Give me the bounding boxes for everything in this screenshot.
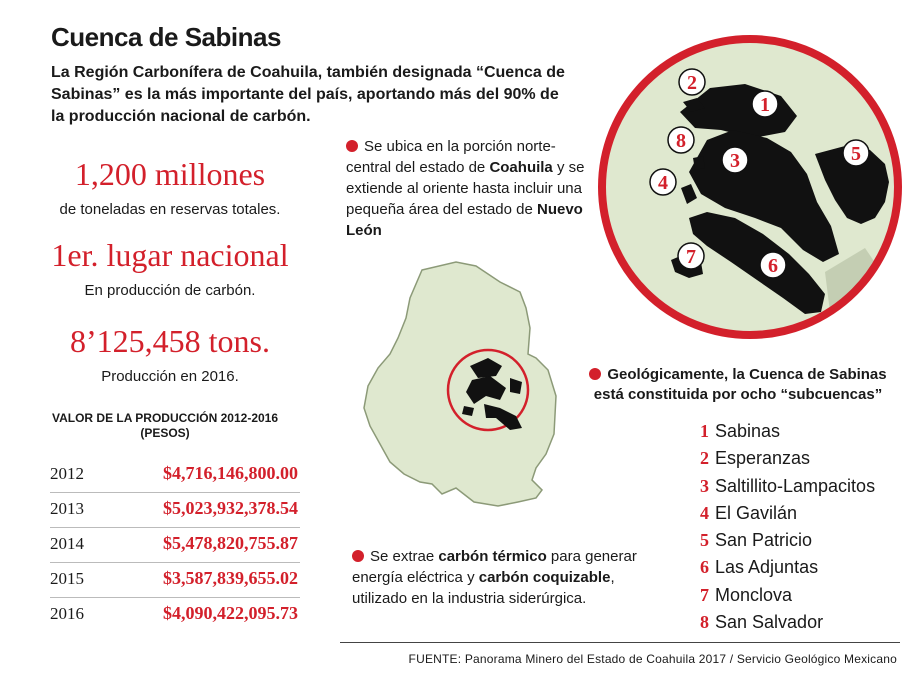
stat-production-value: 8’125,458 tons. <box>70 323 270 359</box>
list-number: 3 <box>700 475 709 496</box>
uses-note-text-1: Se extrae <box>370 548 439 565</box>
list-name: Monclova <box>715 584 793 605</box>
table-amount: $5,023,932,378.54 <box>163 498 298 518</box>
table-year: 2012 <box>50 464 84 483</box>
marker-1 <box>752 91 778 117</box>
marker-4-label: 4 <box>658 172 668 194</box>
coahuila-map <box>360 258 560 518</box>
list-item <box>700 609 875 636</box>
table-year: 2015 <box>50 569 84 588</box>
page-title: Cuenca de Sabinas <box>51 22 281 52</box>
table-row <box>50 563 300 598</box>
marker-6-label: 6 <box>768 255 778 277</box>
location-note-text-2: y se extiende al oriente hasta incluir una pequeña área del estado de <box>346 159 585 218</box>
list-item <box>700 582 875 609</box>
list-name: San Patricio <box>715 530 813 551</box>
list-item <box>700 527 875 554</box>
table-row <box>50 458 300 493</box>
geology-note-text: Geológicamente, la Cuenca de Sabinas está constituida por ocho “subcuencas” <box>593 366 887 403</box>
list-number: 4 <box>700 502 709 523</box>
production-table-title-line1: VALOR DE LA PRODUCCIÓN 2012-2016 <box>51 411 279 425</box>
source-credit: FUENTE: Panorama Minero del Estado de Coahuila 2017 / Servicio Geológico Mexicano <box>408 652 897 666</box>
marker-7-label: 7 <box>686 246 696 268</box>
table-year: 2014 <box>50 534 84 553</box>
marker-5 <box>843 140 869 166</box>
marker-8 <box>668 127 694 153</box>
marker-3-label: 3 <box>730 150 740 172</box>
marker-2-label: 2 <box>687 72 697 94</box>
production-table-title <box>50 411 280 441</box>
list-number: 5 <box>700 530 709 551</box>
uses-note-coking-coal: carbón coquizable <box>478 569 611 586</box>
list-name: Las Adjuntas <box>715 557 819 578</box>
uses-note-text-3: , utilizado en la industria siderúrgica. <box>352 569 615 607</box>
marker-4 <box>650 169 676 195</box>
location-note-state-nuevo-leon: Nuevo León <box>346 201 583 239</box>
location-note-text-1: Se ubica en la porción norte-central del estado de <box>346 138 556 176</box>
bullet-icon <box>589 368 601 380</box>
list-name: El Gavilán <box>715 502 798 523</box>
uses-note-thermal-coal: carbón térmico <box>438 548 547 565</box>
list-number: 6 <box>700 557 709 578</box>
marker-3 <box>722 147 748 173</box>
stat-reserves-label: de toneladas en reservas totales. <box>59 201 281 218</box>
list-item <box>700 418 875 445</box>
table-row <box>50 528 300 563</box>
table-year: 2016 <box>50 604 84 623</box>
list-item <box>700 445 875 472</box>
geology-note <box>583 365 893 405</box>
subbasin-8-shape <box>693 156 705 170</box>
marker-1-label: 1 <box>760 94 770 116</box>
table-amount: $5,478,820,755.87 <box>163 533 298 553</box>
subbasin-list <box>700 418 875 636</box>
source-divider <box>340 642 900 643</box>
uses-note <box>352 546 657 609</box>
table-amount: $3,587,839,655.02 <box>163 568 298 588</box>
stat-rank-value: 1er. lugar nacional <box>51 237 289 273</box>
subbasins-zoom-map <box>585 22 920 357</box>
list-name: Saltillito-Lampacitos <box>715 475 876 496</box>
table-amount: $4,716,146,800.00 <box>163 463 298 483</box>
table-amount: $4,090,422,095.73 <box>163 603 298 623</box>
stat-reserves-value: 1,200 millones <box>74 156 266 192</box>
list-name: San Salvador <box>715 612 824 633</box>
marker-6 <box>760 252 786 278</box>
uses-note-text-2: para generar energía eléctrica y <box>352 548 637 586</box>
marker-7 <box>678 243 704 269</box>
list-number: 8 <box>700 612 709 633</box>
marker-5-label: 5 <box>851 143 861 165</box>
production-table-title-line2: (PESOS) <box>140 426 190 440</box>
marker-2 <box>679 69 705 95</box>
list-number: 1 <box>700 421 709 441</box>
stat-production-label: Producción en 2016. <box>101 368 239 385</box>
list-item <box>700 473 875 500</box>
list-name: Sabinas <box>715 421 781 441</box>
marker-8-label: 8 <box>676 130 686 152</box>
table-year: 2013 <box>50 499 84 518</box>
table-row <box>50 493 300 528</box>
list-item <box>700 554 875 581</box>
table-row <box>50 598 300 632</box>
bullet-icon <box>346 140 358 152</box>
list-number: 2 <box>700 448 709 469</box>
stat-rank-label: En producción de carbón. <box>84 282 256 299</box>
list-item <box>700 500 875 527</box>
list-name: Esperanzas <box>715 448 811 469</box>
list-number: 7 <box>700 584 709 605</box>
bullet-icon <box>352 550 364 562</box>
intro-paragraph: La Región Carbonífera de Coahuila, también designada “Cuenca de Sabinas” es la más importante del país, aportando más del 90% de la producción nacional de carbón. <box>51 64 565 125</box>
location-note-state-coahuila: Coahuila <box>489 159 553 176</box>
location-note <box>346 136 591 241</box>
